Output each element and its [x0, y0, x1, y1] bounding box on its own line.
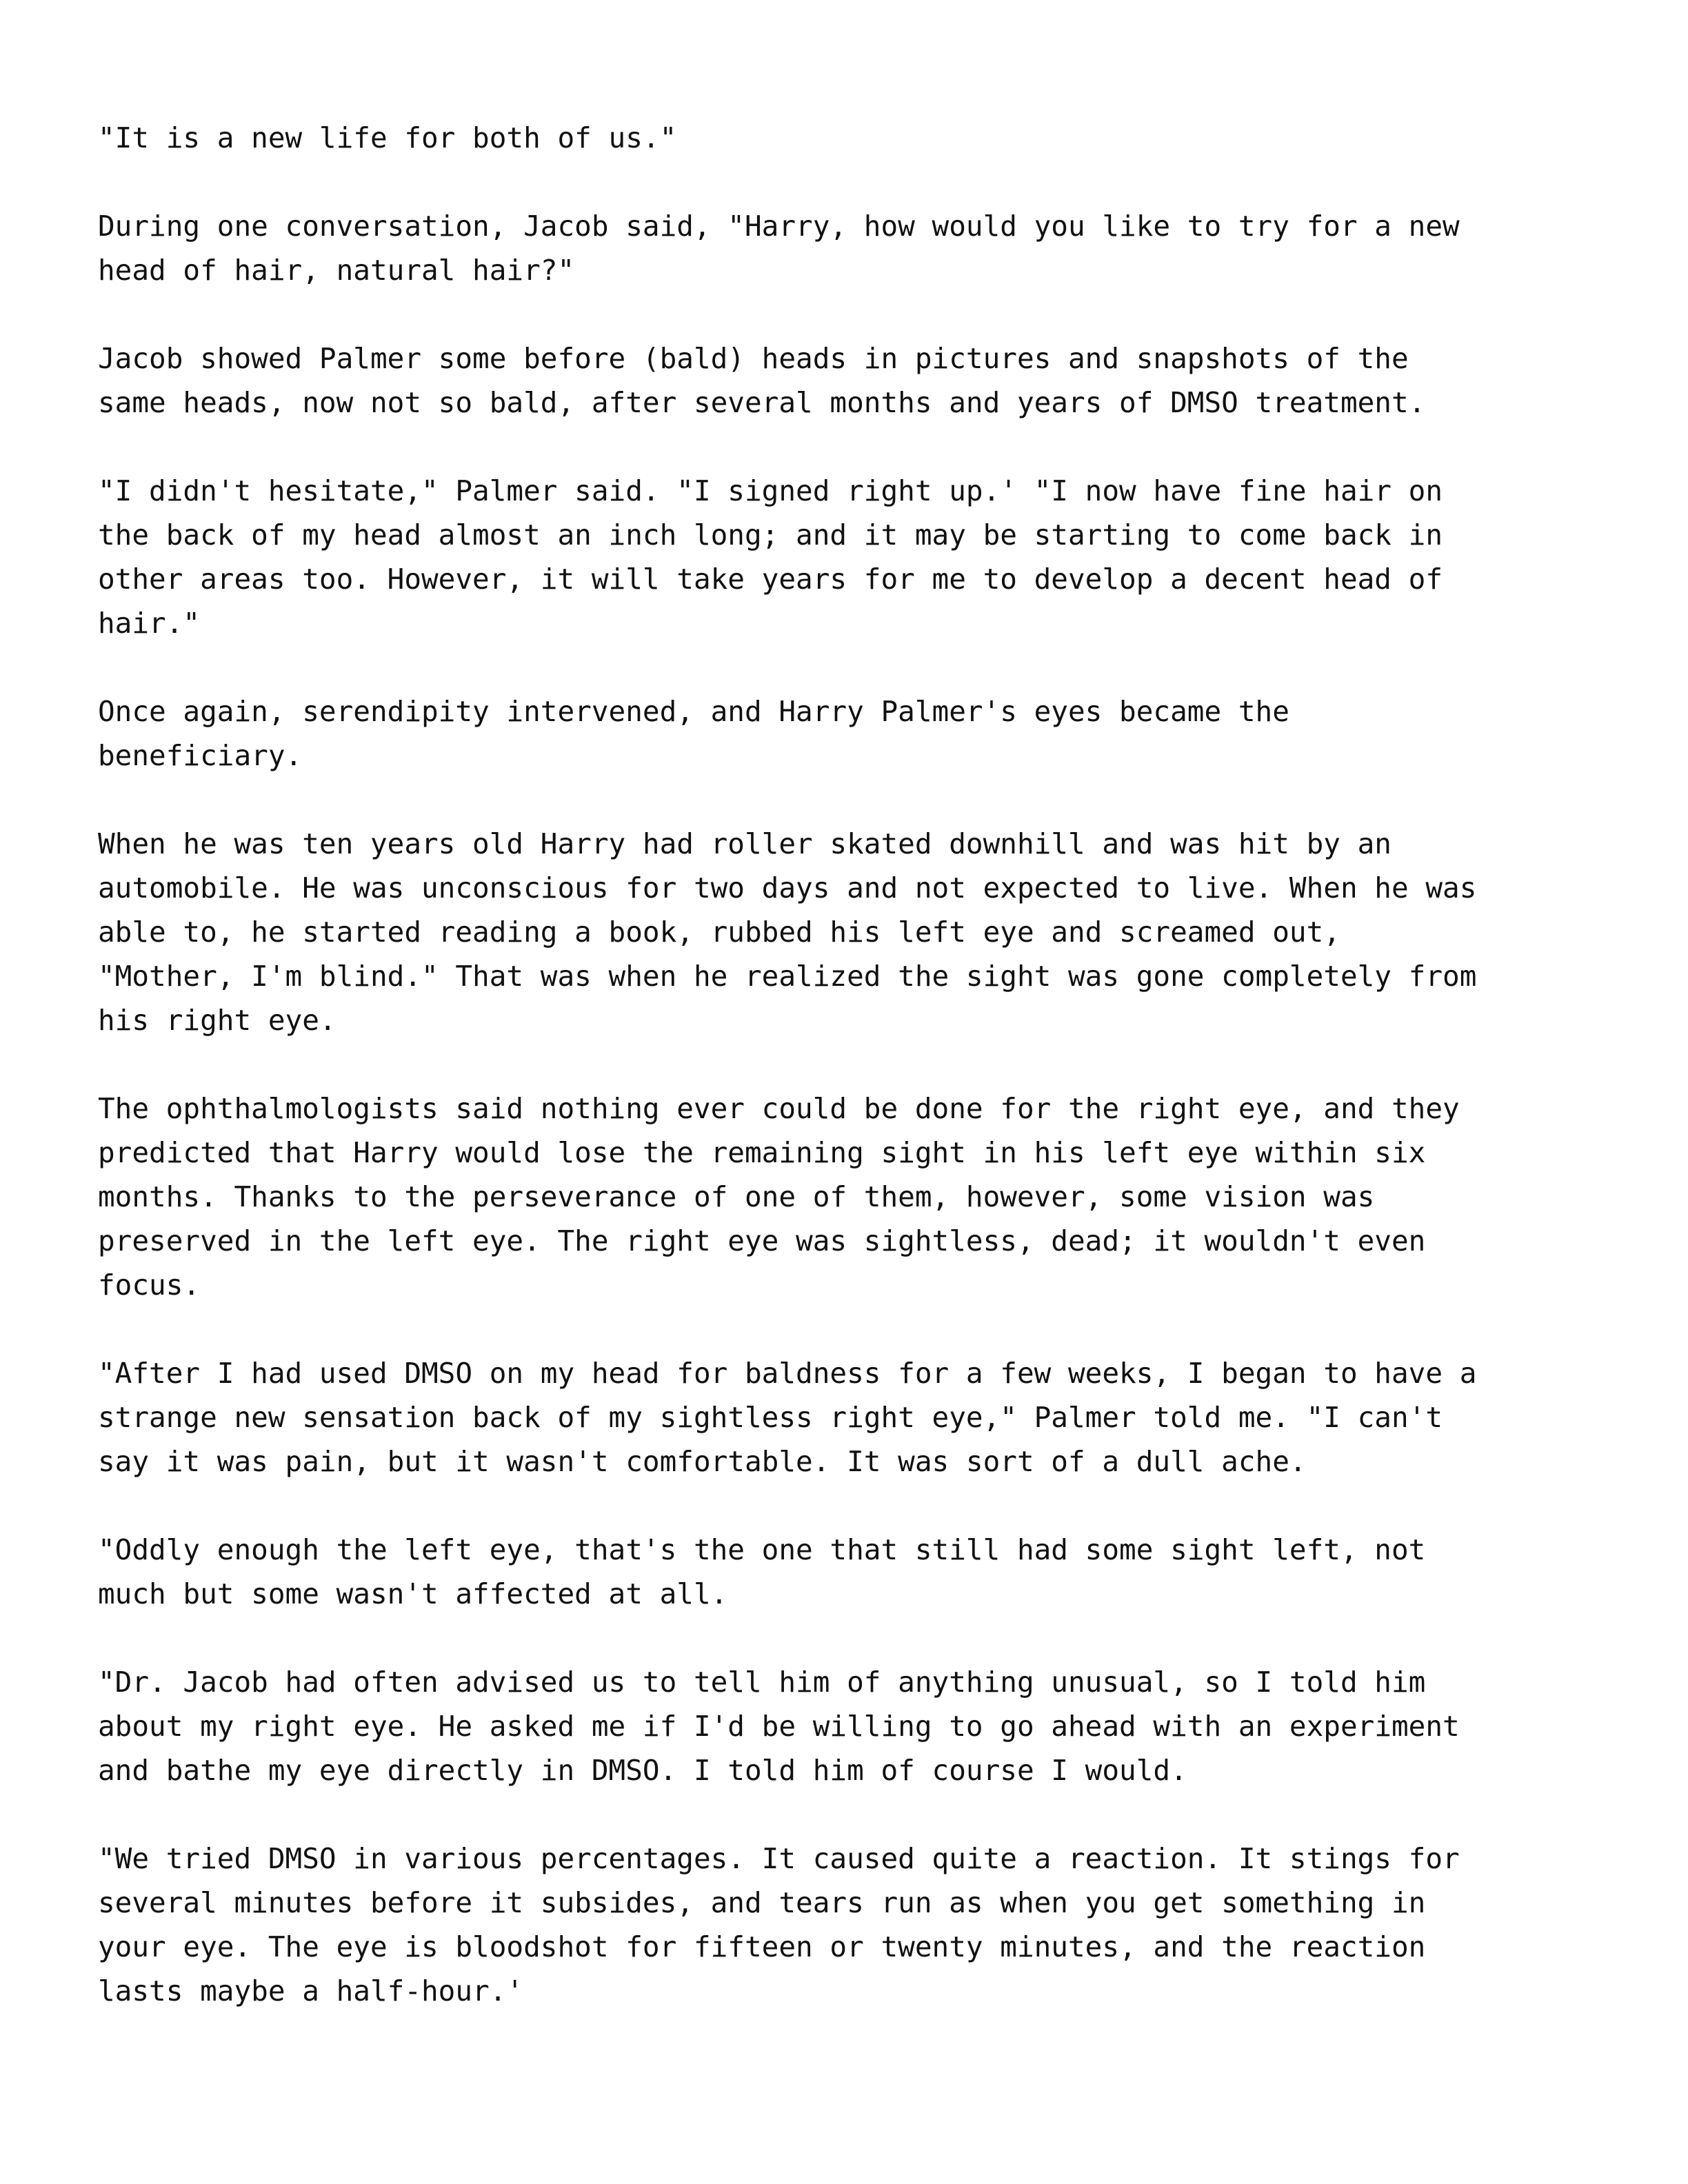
text-line: predicted that Harry would lose the remaining sight in his left eye within six — [98, 1136, 1426, 1169]
text-line: months. Thanks to the perseverance of one of them, however, some vision was — [98, 1180, 1375, 1213]
paragraph — [98, 1837, 1615, 2013]
text-line: lasts maybe a half-hour.' — [98, 1974, 524, 2008]
text-line: During one conversation, Jacob said, "Harry, how would you like to try for a new — [98, 210, 1460, 243]
document-page — [98, 116, 1615, 2057]
text-line: about my right eye. He asked me if I'd be willing to go ahead with an experiment — [98, 1710, 1460, 1743]
paragraph — [98, 1528, 1615, 1616]
text-line: his right eye. — [98, 1004, 336, 1037]
text-line: automobile. He was unconscious for two days and not expected to live. When he was — [98, 871, 1477, 904]
text-line: say it was pain, but it wasn't comfortable. It was sort of a dull ache. — [98, 1445, 1307, 1478]
paragraph — [98, 1351, 1615, 1484]
text-line: "I didn't hesitate," Palmer said. "I signed right up.' "I now have fine hair on — [98, 474, 1443, 507]
text-line: The ophthalmologists said nothing ever could be done for the right eye, and they — [98, 1092, 1460, 1125]
paragraph — [98, 469, 1615, 645]
paragraph — [98, 689, 1615, 778]
text-line: "After I had used DMSO on my head for baldness for a few weeks, I began to have a — [98, 1357, 1477, 1390]
paragraph — [98, 336, 1615, 425]
text-line: "Mother, I'm blind." That was when he realized the sight was gone completely from — [98, 960, 1477, 993]
paragraph — [98, 204, 1615, 292]
text-line: "It is a new life for both of us." — [98, 121, 677, 154]
text-line: "Dr. Jacob had often advised us to tell him of anything unusual, so I told him — [98, 1666, 1426, 1699]
text-line: several minutes before it subsides, and tears run as when you get something in — [98, 1886, 1426, 1919]
text-line: same heads, now not so bald, after several months and years of DMSO treatment. — [98, 386, 1426, 419]
paragraph — [98, 822, 1615, 1042]
text-line: "We tried DMSO in various percentages. It caused quite a reaction. It stings for — [98, 1842, 1460, 1875]
text-line: focus. — [98, 1268, 201, 1302]
text-line: beneficiary. — [98, 739, 303, 772]
text-line: "Oddly enough the left eye, that's the one that still had some sight left, not — [98, 1533, 1426, 1566]
paragraph — [98, 116, 1615, 160]
text-line: your eye. The eye is bloodshot for fifteen or twenty minutes, and the reaction — [98, 1930, 1426, 1963]
text-line: preserved in the left eye. The right eye was sightless, dead; it wouldn't even — [98, 1224, 1426, 1257]
text-line: able to, he started reading a book, rubbed his left eye and screamed out, — [98, 916, 1340, 949]
text-line: other areas too. However, it will take years for me to develop a decent head of — [98, 563, 1443, 596]
paragraph — [98, 1660, 1615, 1792]
text-line: strange new sensation back of my sightless right eye," Palmer told me. "I can't — [98, 1401, 1443, 1434]
text-line: and bathe my eye directly in DMSO. I told him of course I would. — [98, 1754, 1187, 1787]
text-line: much but some wasn't affected at all. — [98, 1577, 728, 1610]
text-line: hair." — [98, 607, 201, 640]
text-line: head of hair, natural hair?" — [98, 254, 575, 287]
paragraph — [98, 1086, 1615, 1307]
text-line: the back of my head almost an inch long; and it may be starting to come back in — [98, 518, 1443, 552]
text-line: Jacob showed Palmer some before (bald) heads in pictures and snapshots of the — [98, 342, 1409, 375]
text-line: Once again, serendipity intervened, and Harry Palmer's eyes became the — [98, 695, 1289, 728]
text-line: When he was ten years old Harry had roller skated downhill and was hit by an — [98, 827, 1391, 860]
